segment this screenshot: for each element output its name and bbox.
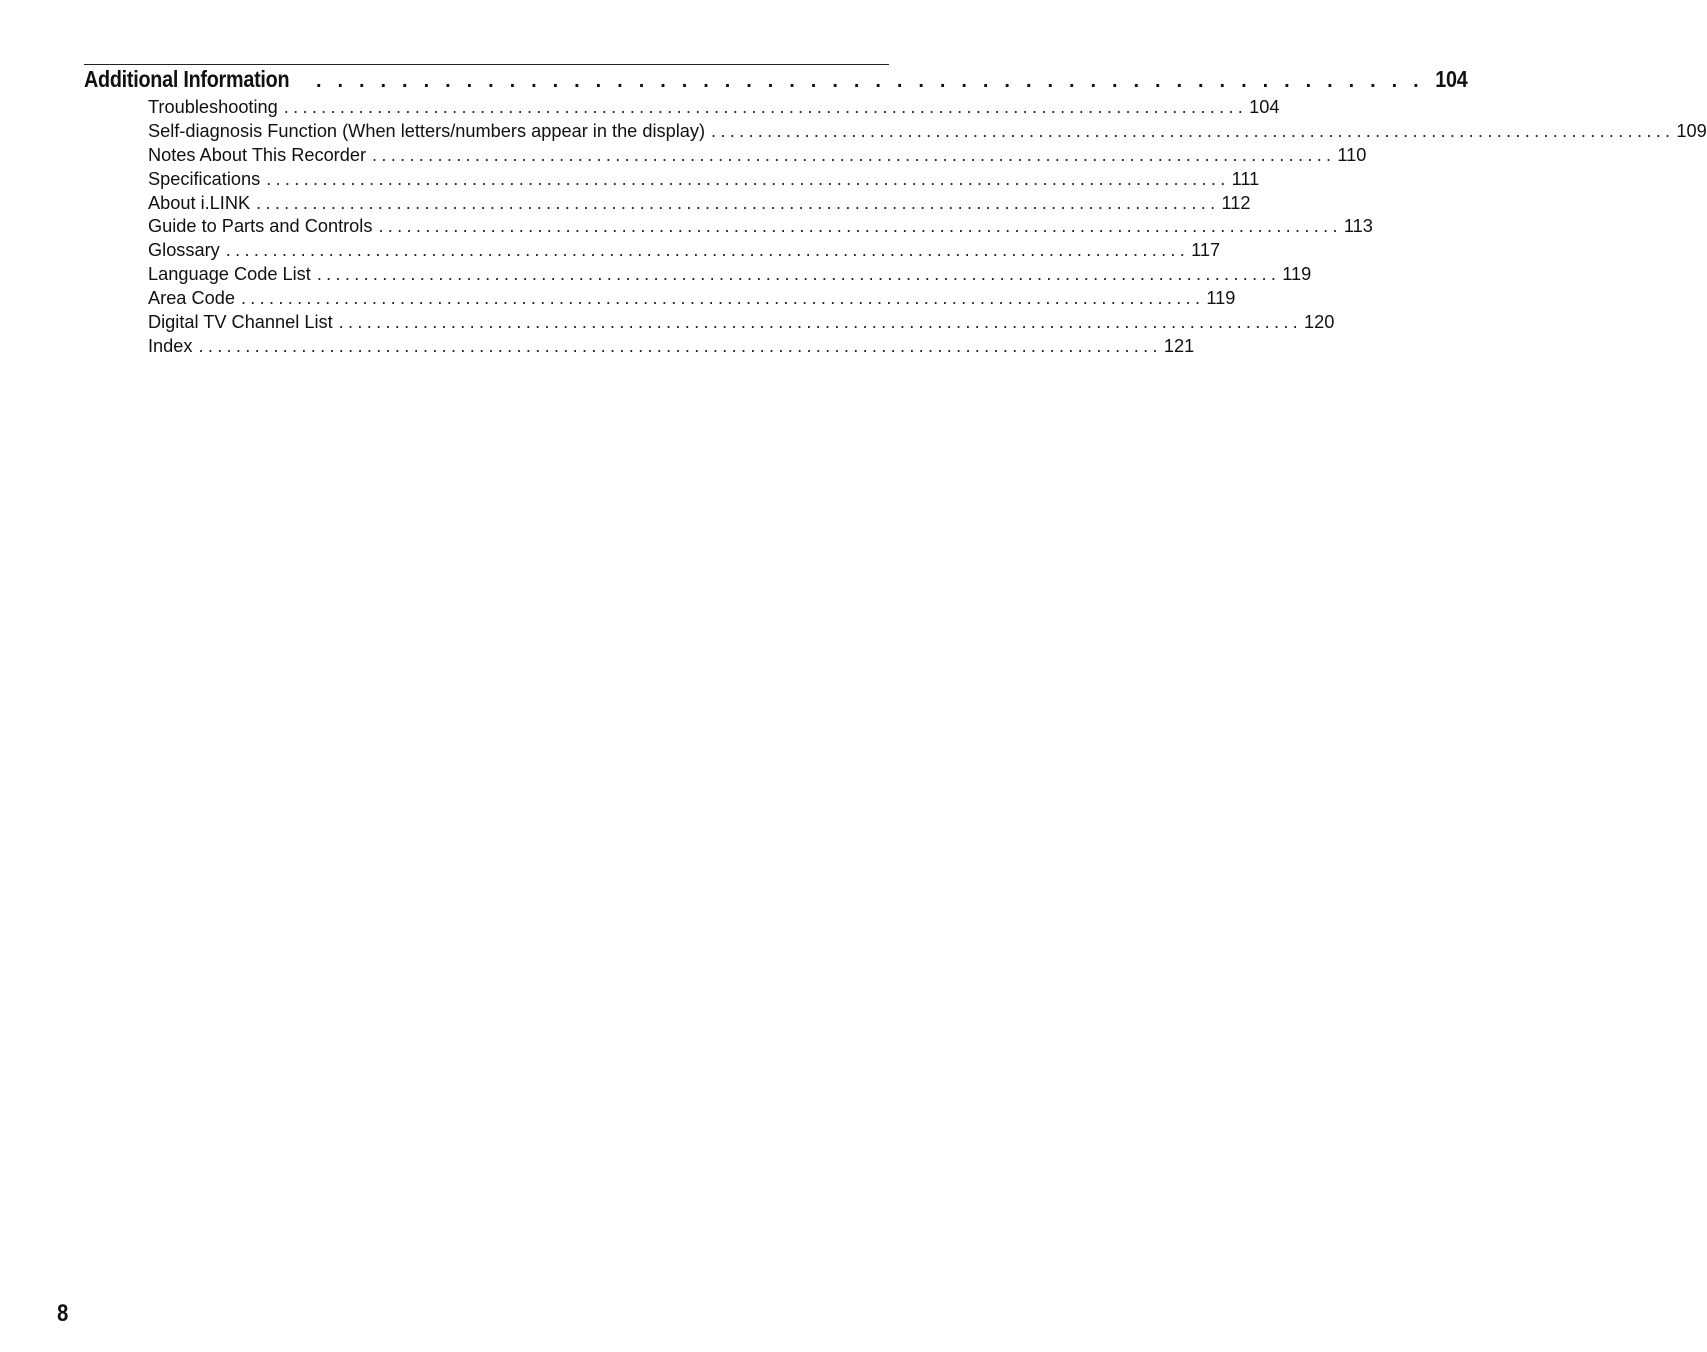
dot-leader: ....................................................................................................... (372, 144, 1336, 165)
dot-leader: ....................................................................................................... (378, 216, 1342, 237)
toc-entry-language-code-list[interactable] (148, 263, 1312, 287)
dot-leader: ....................................................................................................... (198, 335, 1162, 356)
toc-entry-digital-tv-channel-list[interactable] (148, 311, 1335, 335)
toc-entry-guide-to-parts[interactable] (148, 215, 1373, 239)
entry-page-number: 111 (1231, 168, 1260, 189)
toc-entry-list (148, 96, 1707, 359)
entry-title: About i.LINK (148, 192, 251, 213)
toc-entry-specifications[interactable] (148, 168, 1260, 192)
entry-page-number: 104 (1249, 97, 1280, 117)
dot-leader: ....................................................................................................... (266, 168, 1230, 189)
dot-leader: ....................................................................................................... (240, 288, 1205, 309)
dot-leader: ....................................................................................................... (225, 240, 1190, 261)
section-dot-leader: . . . . . . . . . . . . . . . . . . . . . . . . . . . . . . . . . . . . . . . . . . . . . . . . . . . . (316, 70, 1424, 92)
entry-title: Index (148, 335, 193, 356)
entry-title: Guide to Parts and Controls (148, 216, 373, 237)
dot-leader: ....................................................................................................... (256, 192, 1220, 213)
toc-entry-area-code[interactable] (148, 287, 1236, 311)
entry-title: Language Code List (148, 264, 311, 285)
dot-leader: ....................................................................................................... (338, 312, 1303, 333)
dot-leader: ....................................................................................................... (711, 120, 1675, 141)
section-title: Additional Information (84, 66, 290, 92)
top-rule (84, 64, 889, 65)
toc-section (84, 66, 1707, 356)
entry-page-number: 120 (1304, 312, 1335, 333)
toc-entry-index[interactable] (148, 335, 1195, 359)
entry-title: Notes About This Recorder (148, 144, 367, 165)
entry-page-number: 119 (1206, 288, 1236, 309)
section-page-number: 104 (1435, 66, 1468, 92)
entry-title: Glossary (148, 240, 220, 261)
entry-page-number: 121 (1163, 335, 1195, 356)
toc-section-heading[interactable] (84, 66, 1468, 96)
toc-entry-self-diagnosis[interactable] (148, 120, 1707, 144)
entry-title: Specifications (148, 168, 261, 189)
page-number: 8 (57, 1300, 69, 1327)
entry-title: Area Code (148, 288, 235, 309)
entry-page-number: 119 (1282, 264, 1312, 285)
toc-entry-about-ilink[interactable] (148, 192, 1251, 216)
entry-page-number: 112 (1221, 192, 1251, 213)
toc-entry-notes-about-recorder[interactable] (148, 144, 1367, 168)
entry-page-number: 117 (1191, 240, 1221, 261)
dot-leader: ....................................................................................................... (283, 97, 1248, 117)
entry-page-number: 110 (1337, 144, 1367, 165)
toc-entry-troubleshooting[interactable] (148, 96, 1280, 120)
toc-entry-glossary[interactable] (148, 239, 1221, 263)
entry-title: Troubleshooting (148, 97, 278, 117)
entry-title: Self-diagnosis Function (When letters/numbers appear in the display) (148, 120, 706, 141)
dot-leader: ....................................................................................................... (316, 264, 1281, 285)
entry-page-number: 113 (1343, 216, 1373, 237)
entry-title: Digital TV Channel List (148, 312, 333, 333)
entry-page-number: 109 (1676, 120, 1707, 141)
